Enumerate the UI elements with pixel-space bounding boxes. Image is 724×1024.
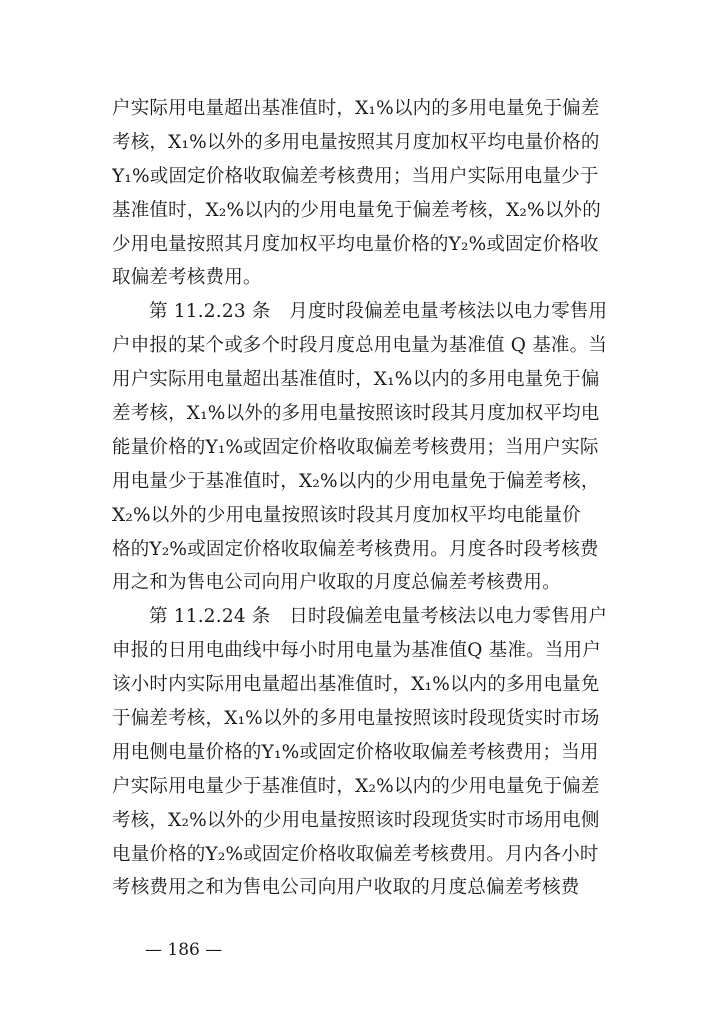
- text-line: 能量价格的Y₁%或固定价格收取偏差考核费用；当用户实际: [112, 436, 599, 458]
- text-line: 考核费用之和为售电公司向用户收取的月度总偏差考核费: [112, 877, 580, 899]
- text-line: 第 11.2.23 条 月度时段偏差电量考核法以电力零售用: [149, 301, 608, 323]
- page-number: — 186 —: [145, 940, 223, 960]
- text-line: 该小时内实际用电量超出基准值时，X₁%以内的多用电量免: [112, 674, 600, 696]
- text-line: X₂%以外的少用电量按照该时段其月度加权平均电能量价: [112, 504, 581, 526]
- text-line: 用电量少于基准值时，X₂%以内的少用电量免于偏差考核，: [112, 470, 600, 492]
- text-line: 用之和为售电公司向用户收取的月度总偏差考核费用。: [112, 572, 561, 594]
- text-line: 基准值时，X₂%以内的少用电量免于偏差考核，X₂%以外的: [112, 199, 601, 221]
- text-line: 少用电量按照其月度加权平均电量价格的Y₂%或固定价格收: [112, 233, 599, 255]
- text-line: 差考核，X₁%以外的多用电量按照该时段其月度加权平均电: [112, 403, 600, 425]
- text-line: 用户实际用电量超出基准值时，X₁%以内的多用电量免于偏: [112, 369, 600, 391]
- text-line: 户实际用电量超出基准值时，X₁%以内的多用电量免于偏差: [112, 98, 600, 119]
- text-line: 考核，X₂%以外的少用电量按照该时段现货实时市场用电侧: [112, 809, 600, 831]
- text-line: 户申报的某个或多个时段月度总用电量为基准值 Q 基准。当: [112, 335, 608, 357]
- text-line: 于偏差考核，X₁%以外的多用电量按照该时段现货实时市场: [112, 708, 600, 730]
- text-line: 用电侧电量价格的Y₁%或固定价格收取偏差考核费用；当用: [112, 741, 599, 763]
- text-line: 取偏差考核费用。: [112, 267, 262, 289]
- text-line: 第 11.2.24 条 日时段偏差电量考核法以电力零售用户: [149, 606, 608, 628]
- text-line: 电量价格的Y₂%或固定价格收取偏差考核费用。月内各小时: [112, 843, 599, 865]
- text-line: 户实际用电量少于基准值时，X₂%以内的少用电量免于偏差: [112, 775, 600, 797]
- text-line: 考核，X₁%以外的多用电量按照其月度加权平均电量价格的: [112, 131, 600, 153]
- body-text: [112, 92, 620, 905]
- text-line: Y₁%或固定价格收取偏差考核费用；当用户实际用电量少于: [112, 165, 599, 187]
- text-line: 格的Y₂%或固定价格收取偏差考核费用。月度各时段考核费: [112, 538, 599, 560]
- text-line: 申报的日用电曲线中每小时用电量为基准值Q 基准。当用户: [112, 640, 601, 662]
